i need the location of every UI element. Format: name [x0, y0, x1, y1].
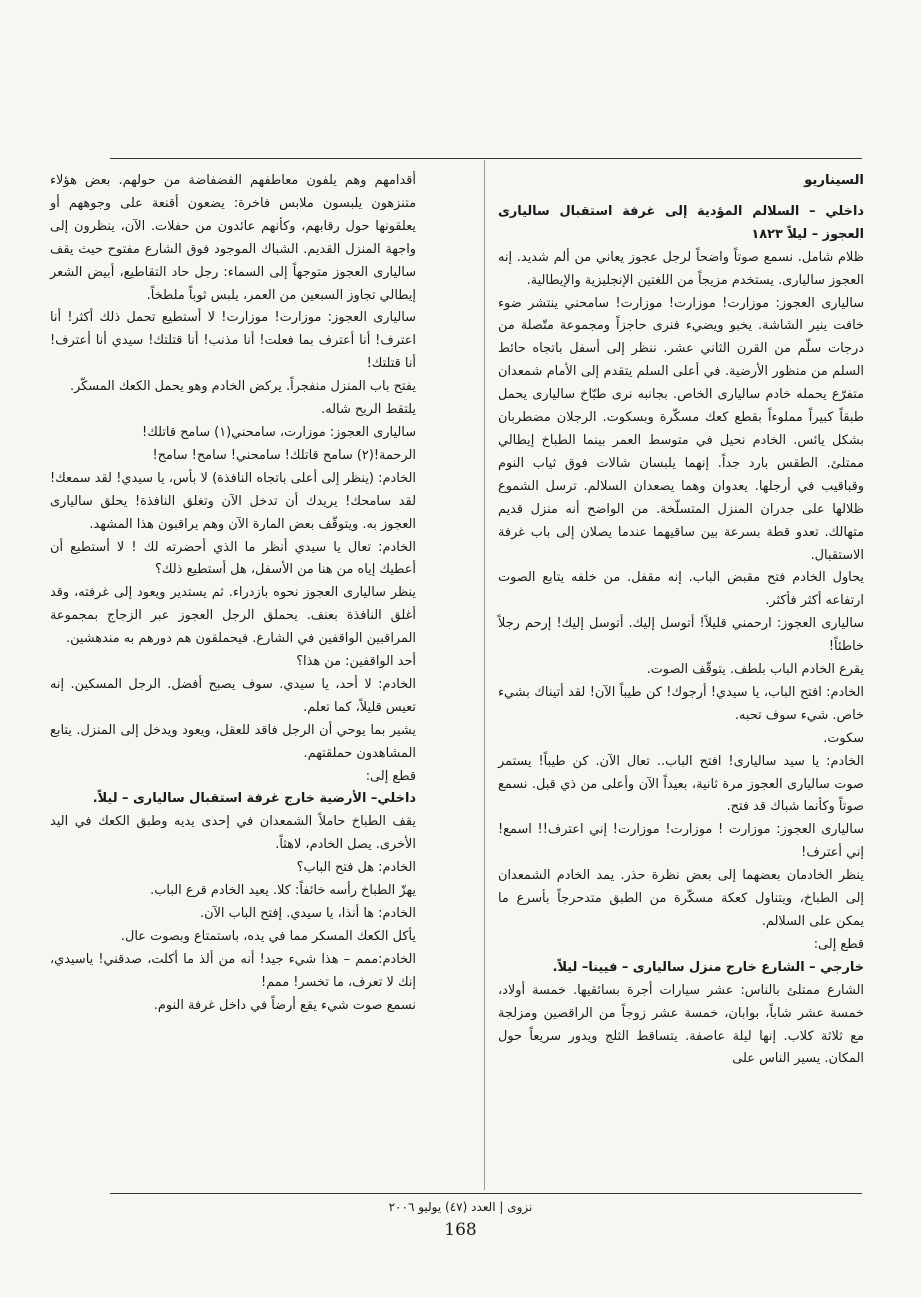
paragraph: ساليارى العجوز: موزارت! موزارت! لا أستطيع تحمل ذلك أكثر! أنا اعترف! أنا أعترف بما فعلت! أنا مذنب! أنا قتلتك! سيدي أنا أعترف! أنا قتلتك! — [50, 310, 416, 372]
paragraph: أحد الواقفين: من هذا؟ — [296, 654, 416, 670]
paragraph: الخادم:ممم – هذا شيء جيد! أنه من ألذ ما أكلت، صدقني! ياسيدي، إنك لا تعرف، ما تخسر! ممم! — [50, 951, 416, 990]
paragraph: يشير بما يوحي أن الرجل فاقد للعقل، ويعود ويدخل إلى المنزل. يتابع المشاهدون حملقتهم. — [50, 722, 416, 761]
scene-heading: داخلي– الأرضية خارج غرفة استقبال ساليارى – ليلاً. — [92, 791, 416, 807]
paragraph: يحاول الخادم فتح مقبض الباب. إنه مقفل. من خلفه يتابع الصوت ارتفاعه أكثر فأكثر. — [498, 570, 864, 609]
column-divider — [484, 160, 485, 1190]
footer-separator: | — [495, 1200, 504, 1214]
paragraph: الرحمة!(٢) سامح قاتلك! سامحني! سامح! سامح! — [152, 447, 416, 463]
page-number: 168 — [444, 1220, 477, 1240]
paragraph: يلتقط الريح شاله. — [321, 402, 416, 418]
paragraph: قطع إلى: — [365, 768, 416, 784]
paragraph: الخادم: افتح الباب، يا سيدي! أرجوك! كن طيباً الآن! لقد أتيناك بشيء خاص. شيء سوف تحبه. — [498, 684, 864, 723]
left-column-paragraphs — [50, 170, 416, 1018]
paragraph: قطع إلى: — [813, 936, 864, 952]
paragraph: يقف الطباخ حاملاً الشمعدان في إحدى يديه وطبق الكعك في اليد الأخرى. يصل الخادم، لاهثاً. — [50, 814, 416, 853]
paragraph: ينظر الخادمان بعضهما إلى بعض نظرة حذر. يمد الخادم الشمعدان إلى الطباخ، ويتناول كعكة مسكّرة من الطبق متدحرجاً بأسرع ما يمكن على السلالم. — [498, 868, 864, 929]
paragraph: الخادم: هل فتح الباب؟ — [296, 860, 416, 876]
paragraph: يهزّ الطباخ رأسه خائفاً: كلا. يعيد الخادم قرع الباب. — [150, 883, 416, 899]
scene-heading: خارجي – الشارع خارج منزل ساليارى – فيينا– ليلاً. — [552, 959, 864, 975]
paragraph: يقرع الخادم الباب بلطف. يتوقّف الصوت. — [646, 662, 864, 678]
paragraph: ينظر ساليارى العجوز نحوه بازدراء. ثم يستدير ويعود إلى غرفته، وقد أغلق النافذة بعنف. يحملق الرجل العجوز عبر الزجاج بمجموعة المراقبين الواقفين في الشارع. فيحملقون هم دورهم به مندهشين. — [50, 585, 416, 647]
footer-issue: العدد (٤٧) يوليو ٢٠٠٦ — [388, 1200, 496, 1214]
paragraph: الخادم: لا أحد، يا سيدي. سوف يصبح أفضل. الرجل المسكين. إنه تعيس قليلاً، كما تعلم. — [50, 676, 416, 715]
paragraph: ظلام شامل. نسمع صوتاً واضحاً لرجل عجوز يعاني من ألم شديد. إنه العجوز ساليارى. يستخدم مزيجاً من اللغتين الإنجليزية والإيطالية. — [498, 249, 864, 288]
paragraph: نسمع صوت شيء يقع أرضاً في داخل غرفة النوم. — [153, 997, 416, 1013]
paragraph: الشارع ممتلئ بالناس: عشر سيارات أجرة بسائقيها. خمسة أولاد، خمسة عشر شاباً، بوابان، خمسة عشر زوجاً من الراقصين ومزلجة مع ثلاثة كلاب. إنها ليلة عاصفة. يتساقط الثلج ويدور سريعاً حول المكان. يسير الناس على — [498, 982, 864, 1067]
paragraph: الخادم: (ينظر إلى أعلى باتجاه النافذة) لا بأس، يا سيدي! لقد سمعك! لقد سامحك! يريدك أن تدخل الآن وتغلق النافذة! يحلق ساليارى العجوز به. ويتوقّف بعض المارة الآن وهم يراقبون هذا المشهد. — [50, 470, 416, 532]
footer-magazine: نزوى — [507, 1200, 533, 1214]
section-title: السيناريو — [804, 173, 864, 188]
left-column — [50, 170, 416, 1018]
paragraph: ساليارى العجوز: موزارت! موزارت! موزارت! سامحني ينتشر ضوء خافت ينير الشاشة. يخبو ويضيء فنرى حاجزاً ومجموعة متّصلة من درجات سلّم من القرن الثاني عشر. ننظر إلى أسفل باتجاه حائط السلم من منظور الأرضية. في أعلى السلم يتقدم إلى الأمام شمعدان متفرّع يحمله خادم ساليارى الخاص. بجانبه نرى طبّاخ ساليارى يحمل طبقاً كبيراً مملوءاً بقطع كعك مسكّرة وبسكوت. الرجلان مضطربان بشكل يائس. الخادم نحيل في متوسط العمر بينما الطباخ إيطالي ممتلئ. الطقس بارد جداً. إنهما يلبسان شالات فوق ثياب النوم وقباقيب في أرجلها. يعدوان وهما يصعدان السلالم. ترسل الشموع ظلالها على جدران المنزل المتسلّخة. من الواضح أنه منزل قديم متهالك. تعدو قطة بسرعة بين ساقيهما عندما يصلان إلى باب غرفة الاستقبال. — [498, 295, 864, 563]
top-rule — [110, 158, 862, 159]
footer — [0, 1200, 921, 1214]
right-column-paragraphs — [498, 201, 864, 1071]
paragraph: ساليارى العجوز: موزارت ! موزارت! موزارت! إني اعترف!! اسمع! إني أعترف! — [498, 822, 864, 861]
right-column — [498, 170, 864, 1071]
bottom-rule — [110, 1193, 862, 1194]
paragraph: الخادم: ها أنذا، يا سيدي. إفتح الباب الآن. — [200, 906, 416, 921]
scene-heading: داخلي – السلالم المؤدية إلى غرفة استقبال ساليارى العجوز – ليلاً ١٨٢٣ — [498, 203, 864, 242]
paragraph: يأكل الكعك المسكر مما في يده، باستمتاع وبصوت عال. — [120, 928, 416, 944]
paragraph: سكوت. — [823, 730, 864, 746]
paragraph: ساليارى العجوز: ارحمني قليلاً! أتوسل إليك. أتوسل إليك! إرحم رجلاً خاطئاً! — [498, 616, 864, 655]
paragraph: الخادم: تعال يا سيدي أنظر ما الذي أحضرته لك ! لا أستطيع أن أعطيك إياه من هنا من الأسفل، هل أستطيع ذلك؟ — [50, 539, 416, 578]
paragraph: الخادم: يا سيد ساليارى! افتح الباب.. تعال الآن. كن طيباً! يستمر صوت ساليارى العجوز مرة ثانية، بعيداً الآن وأعلى من ذي قبل. نسمع صوتاً وكأنما شباك قد فتح. — [498, 753, 864, 815]
paragraph: يفتح باب المنزل منفجراً. يركض الخادم وهو يحمل الكعك المسكّر. — [69, 379, 416, 395]
paragraph: ساليارى العجوز: موزارت، سامحني(١) سامح قاتلك! — [142, 424, 416, 440]
paragraph: أقدامهم وهم يلفون معاطفهم الفضفاضة من حولهم. بعض هؤلاء متنزهون يلبسون ملابس فاخرة: يضعون أقنعة على وجوههم أو يعلقونها حول رقابهم، وكأنهم عائدون من حفلات. الآن، ينظرون إلى واجهة المنزل القديم. الشباك الموجود فوق الشارع مفتوح حيث يقف ساليارى العجوز متوجهاً إلى السماء: رجل حاد التقاطيع، أبيض الشعر إيطالي تجاوز السبعين من العمر، يلبس ثوباً ملطخاً. — [50, 173, 416, 303]
